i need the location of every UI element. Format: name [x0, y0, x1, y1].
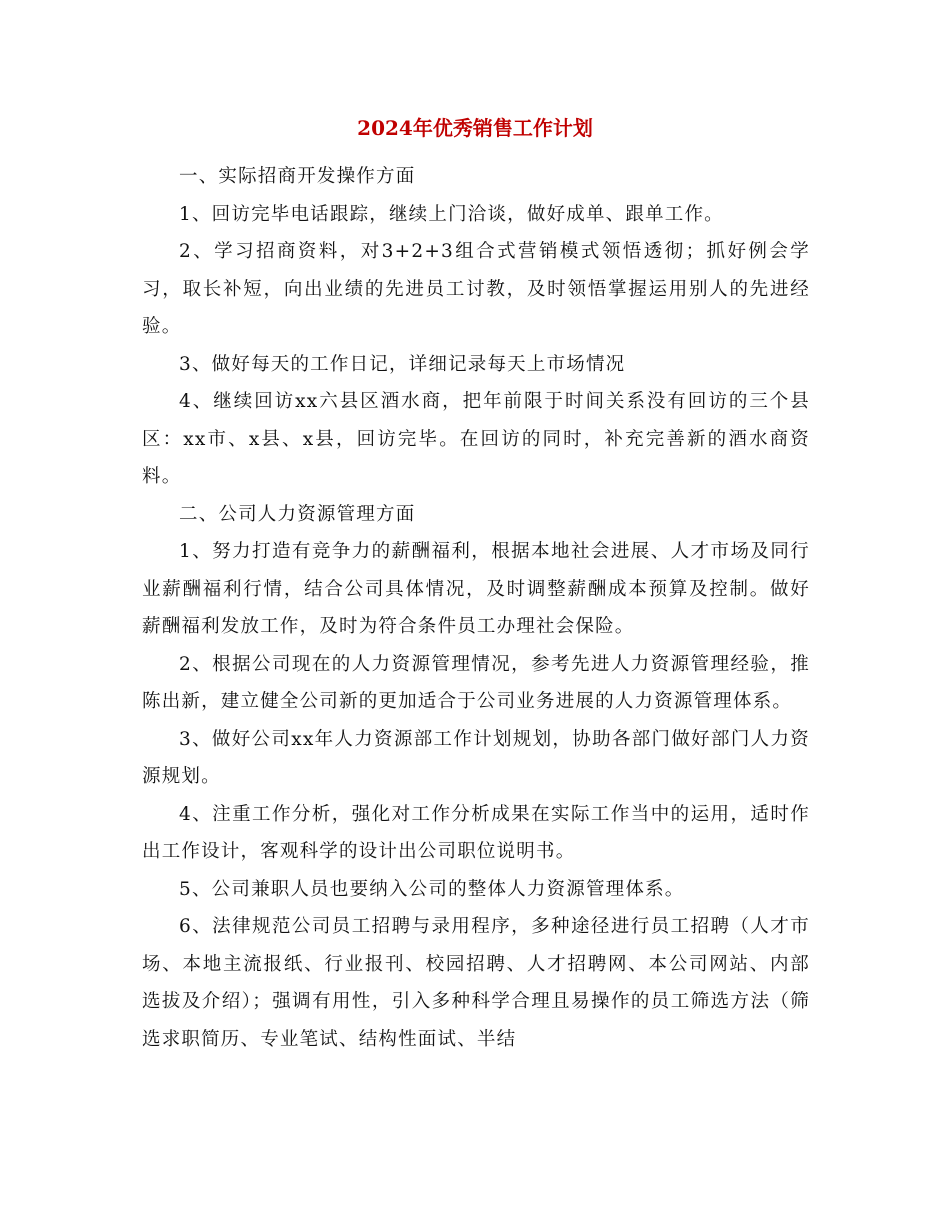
section-heading: 二、公司人力资源管理方面 [179, 503, 416, 525]
paragraph: 3、做好每天的工作日记，详细记录每天上市场情况 [179, 353, 626, 375]
document-title: 2024年优秀销售工作计划 [357, 116, 593, 140]
paragraph: 3、做好公司xx年人力资源部工作计划规划，协助各部门做好部门人力资源规划。 [142, 728, 810, 787]
paragraph: 6、法律规范公司员工招聘与录用程序，多种途径进行员工招聘（人才市场、本地主流报纸、行业报刊、校园招聘、人才招聘网、本公司网站、内部选拔及介绍）；强调有用性，引入多种科学合理且易操作的员工筛选方法（筛选求职简历、专业笔试、结构性面试、半结 [142, 916, 810, 1050]
paragraph: 1、努力打造有竞争力的薪酬福利，根据本地社会进展、人才市场及同行业薪酬福利行情，结合公司具体情况，及时调整薪酬成本预算及控制。做好薪酬福利发放工作，及时为符合条件员工办理社会保险。 [142, 541, 810, 637]
paragraph: 4、继续回访xx六县区酒水商，把年前限于时间关系没有回访的三个县区：xx市、x县、x县，回访完毕。在回访的同时，补充完善新的酒水商资料。 [142, 391, 810, 487]
paragraph: 2、根据公司现在的人力资源管理情况，参考先进人力资源管理经验，推陈出新，建立健全公司新的更加适合于公司业务进展的人力资源管理体系。 [142, 653, 810, 712]
paragraph: 4、注重工作分析，强化对工作分析成果在实际工作当中的运用，适时作出工作设计，客观科学的设计出公司职位说明书。 [142, 803, 810, 862]
section-heading: 一、实际招商开发操作方面 [179, 166, 416, 187]
paragraph: 2、学习招商资料，对3+2+3组合式营销模式领悟透彻；抓好例会学习，取长补短，向出业绩的先进员工讨教，及时领悟掌握运用别人的先进经验。 [142, 241, 810, 337]
paragraph: 5、公司兼职人员也要纳入公司的整体人力资源管理体系。 [179, 878, 685, 900]
document-body [142, 158, 810, 1058]
paragraph: 1、回访完毕电话跟踪，继续上门洽谈，做好成单、跟单工作。 [179, 203, 724, 225]
